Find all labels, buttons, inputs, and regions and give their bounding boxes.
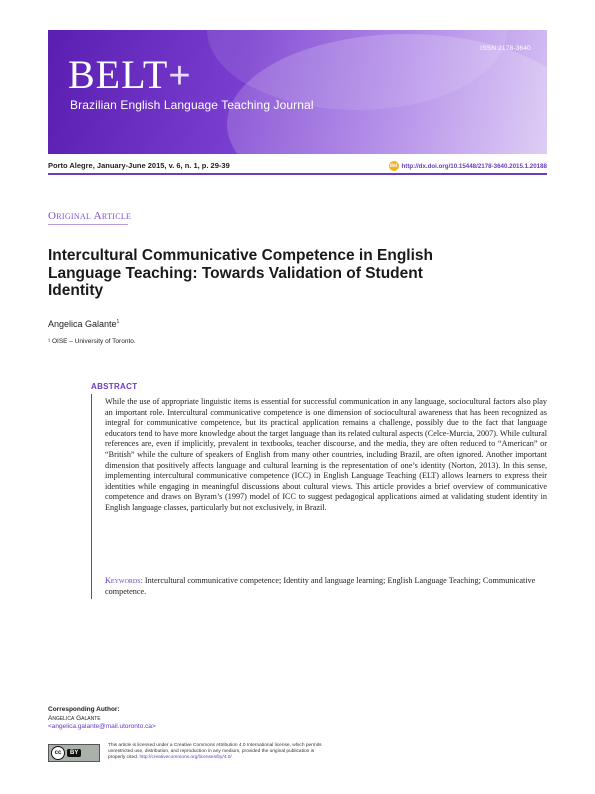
citation-bar [48, 158, 547, 174]
keywords-label: Keywords: [105, 576, 143, 585]
article-title: Intercultural Communicative Competence in English Language Teaching: Towards Validation of Student Identity [48, 247, 433, 299]
license-text [108, 743, 323, 762]
author-affiliation-mark: 1 [116, 319, 120, 325]
corresponding-author [48, 706, 156, 732]
journal-name: Brazilian English Language Teaching Journal [70, 98, 314, 112]
keywords-text: Intercultural communicative competence; Identity and language learning; English Language Teaching; Communicative competence. [105, 576, 536, 596]
abstract-side-rule [91, 394, 92, 599]
header-rule [48, 173, 547, 175]
creative-commons-badge[interactable] [48, 744, 100, 762]
abstract-body: While the use of appropriate linguistic items is essential for successful communication in any language, sociocultural factors also play an important role. Intercultural communicative competence is one dimension of sociocultural awareness that has been recognized as integral for communicative competence, but its practical application remains a challenge, possibly due to the fact that language educators tend to have more knowledge about the target language than its related cultural aspects (Celce-Murcia, 2007). While cultural references are, even if implicitly, prevalent in textbooks, teacher discourse, and the media, they are often reduced to “American” or “British” while the culture of speakers of English from many other countries, including Brazil, are often ignored. Another important dimension that positively affects language and cultural learning is the representation of one’s identity (Norton, 2013). In this sense, implementing intercultural communicative competence (ICC) in English Language Teaching (ELT) allows learners to express their identities while engaging in meaningful discussions about cultural views. This article provides a brief overview of communicative competence and draws on Byram’s (1997) model of ICC to suggest pedagogical applications aimed at validating student identity in English language classes, particularly but not exclusively, in Brazil. [105, 397, 547, 512]
corresponding-email[interactable]: <angelica.galante@mail.utoronto.ca> [48, 723, 156, 730]
doi-url[interactable]: http://dx.doi.org/10.15448/2178-3640.2015.1.20188 [401, 162, 547, 170]
article-type-rule [48, 224, 128, 225]
keywords [105, 576, 547, 597]
author-name: Angelica Galante [48, 319, 117, 329]
by-icon: BY [67, 749, 81, 757]
license-statement: This article is licensed under a Creative Commons Attribution 4.0 International license, which permits unrestricted use, distribution, and reproduction in any medium, provided the original publication is properly cited. [108, 743, 322, 761]
corresponding-name: Angelica Galante [48, 714, 101, 722]
logo-plus: + [168, 55, 192, 97]
journal-logo [68, 52, 192, 97]
doi-icon: doi [389, 163, 398, 169]
license-url[interactable]: http://creativecommons.org/licenses/by/4.0/ [139, 755, 232, 761]
citation-info: Porto Alegre, January-June 2015, v. 6, n. 1, p. 29-39 [48, 161, 230, 170]
author-line [48, 319, 119, 329]
affiliation: ¹ OISE – University of Toronto. [48, 338, 136, 345]
article-type: Original Article [48, 210, 132, 222]
logo-text: BELT [68, 52, 169, 97]
cc-icon: cc [51, 746, 65, 760]
doi-link[interactable] [389, 161, 548, 171]
issn-label: ISSN 2178-3640 [480, 45, 531, 52]
corresponding-label: Corresponding Author: [48, 706, 120, 713]
journal-banner [48, 30, 547, 154]
abstract-heading: ABSTRACT [91, 382, 138, 391]
